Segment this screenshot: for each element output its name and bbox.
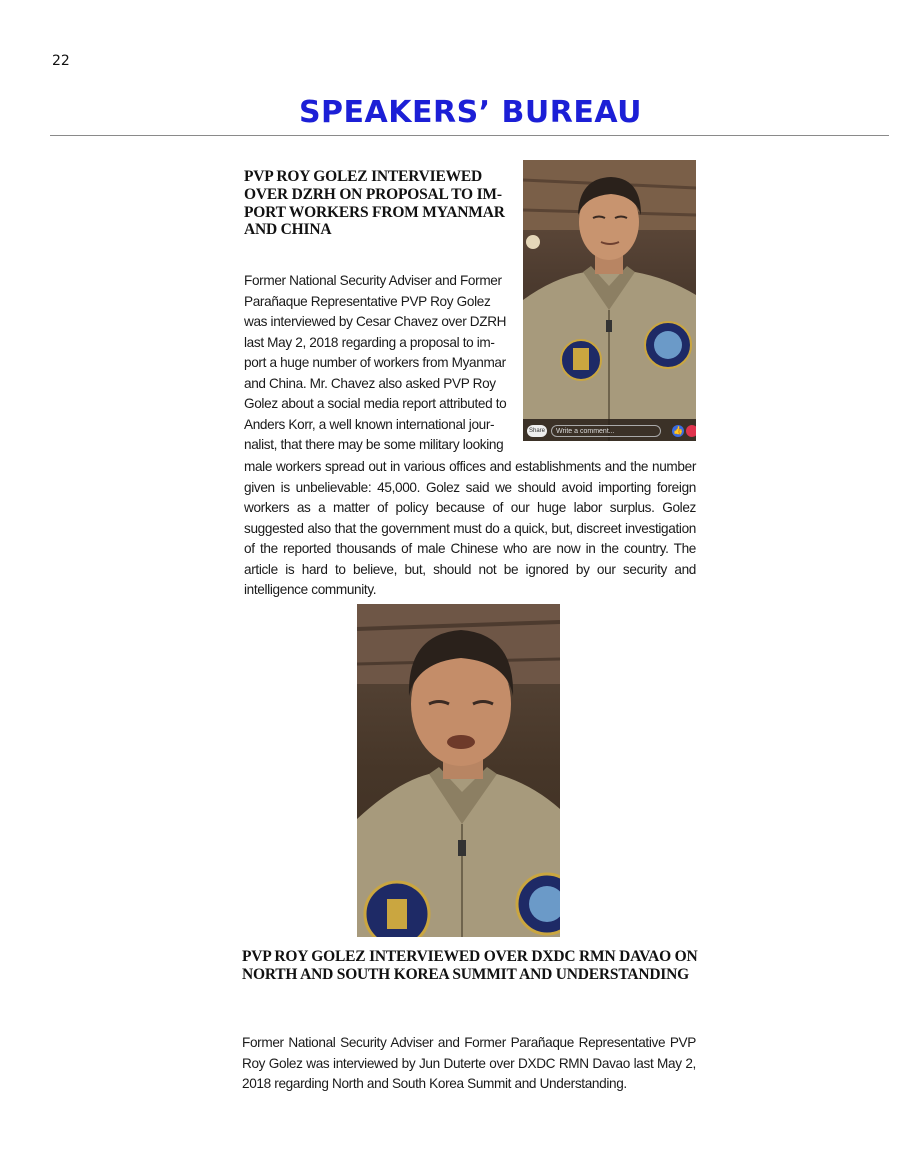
section-title: SPEAKERS’ BUREAU (298, 95, 643, 130)
headline-line: OVER DZRH ON PROPOSAL TO IM- (244, 185, 502, 203)
body-line: was interviewed by Cesar Chavez over DZRH (244, 314, 507, 329)
body-line: Anders Korr, a well known international jour- (244, 416, 495, 432)
body-line: last May 2, 2018 regarding a proposal to im- (244, 334, 495, 350)
body-line: and China. Mr. Chavez also asked PVP Roy (244, 375, 496, 391)
article1-body-narrow (244, 271, 519, 456)
share-button: Share (527, 425, 547, 437)
headline-line: PVP ROY GOLEZ INTERVIEWED (244, 168, 483, 185)
body-line: Golez about a social media report attributed to (244, 396, 507, 411)
body-line: port a huge number of workers from Myanmar (244, 355, 506, 370)
heart-icon (686, 425, 696, 437)
body-line: Former National Security Adviser and Former (244, 273, 502, 288)
video-call-bar (523, 419, 696, 441)
comment-field: Write a comment... (551, 425, 661, 437)
article2-headline: PVP ROY GOLEZ INTERVIEWED OVER DXDC RMN DAVAO ON NORTH AND SOUTH KOREA SUMMIT AND UNDERSTANDING (242, 948, 698, 983)
article2-body: Former National Security Adviser and Former Parañaque Representative PVP Roy Golez was interviewed by Jun Duterte over DXDC RMN Davao last May 2, 2018 regarding North and South Korea Summit and Understanding. (242, 1035, 696, 1091)
body-line: nalist, that there may be some military looking (244, 437, 504, 452)
article1-headline (244, 168, 519, 239)
headline-line: AND CHINA (244, 221, 332, 239)
speaker-closeup-illustration (357, 604, 560, 937)
body-line: Parañaque Representative PVP Roy Golez (244, 293, 491, 309)
speaker-closeup-photo (357, 604, 560, 937)
thumbs-up-icon: 👍 (673, 426, 683, 435)
speaker-video-photo (523, 160, 696, 441)
page-number: 22 (52, 53, 70, 69)
headline-line: PORT WORKERS FROM MYANMAR (244, 203, 505, 221)
speaker-portrait-illustration (523, 160, 696, 441)
title-divider (50, 135, 889, 136)
article1-body-wide: male workers spread out in various offices and establishments and the number given is unbelievable: 45,000. Golez said we should avoid importing foreign workers as a matter of policy because of our huge labor surplus. Golez suggested also that the government must do a quick, but, discreet investigation of the reported thousands of male Chinese who are now in the country. The article is hard to believe, but, should not be ignored by our security and intelligence community. (244, 459, 696, 597)
